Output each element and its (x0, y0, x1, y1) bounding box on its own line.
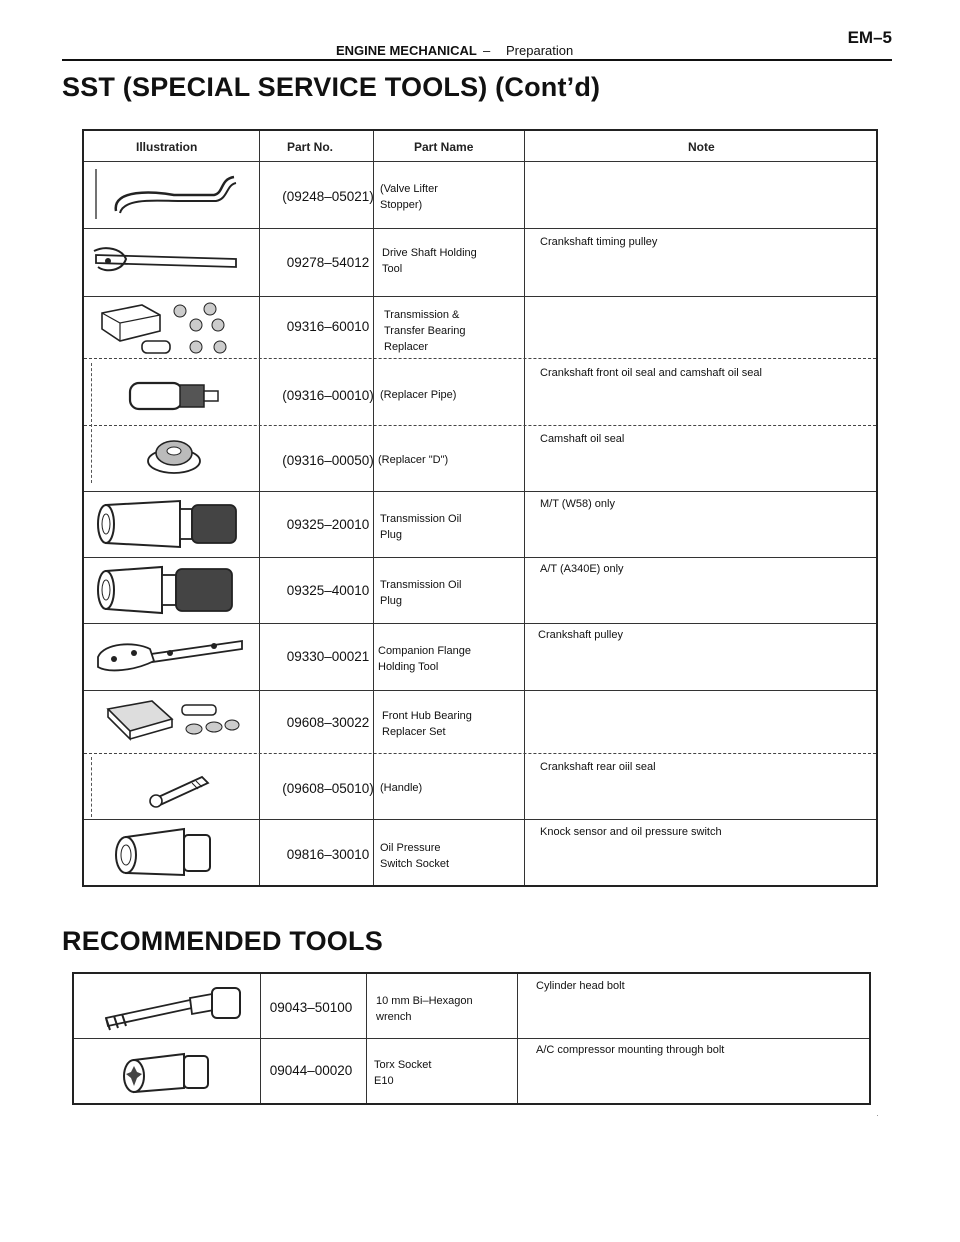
section-title: ENGINE MECHANICAL (336, 43, 477, 58)
header-rule (62, 59, 892, 61)
note: Crankshaft timing pulley (540, 236, 658, 248)
recommended-table (72, 972, 871, 1105)
part-no: 09325–40010 (286, 583, 370, 598)
part-no: (09316–00010) (282, 388, 374, 403)
sst-heading: SST (SPECIAL SERVICE TOOLS) (Cont’d) (62, 72, 601, 102)
part-name: Companion Flange Holding Tool (378, 645, 471, 673)
part-no: 09330–00021 (286, 649, 370, 664)
part-no: (09608–05010) (282, 781, 374, 796)
note: M/T (W58) only (540, 498, 615, 510)
companion-flange-holding-tool-icon (94, 631, 244, 681)
col-part-no: Part No. (287, 140, 334, 154)
note: Crankshaft rear oiil seal (540, 761, 656, 773)
part-no: 09043–50100 (269, 1000, 353, 1015)
part-name: Transmission Oil Plug (380, 579, 462, 607)
torx-socket-icon (118, 1046, 218, 1098)
note: Camshaft oil seal (540, 433, 625, 445)
part-name: Front Hub Bearing Replacer Set (382, 710, 472, 738)
valve-lifter-stopper-icon (94, 167, 244, 223)
sst-table (82, 129, 878, 887)
note: Crankshaft pulley (538, 629, 623, 641)
note: Crankshaft front oil seal and camshaft oil seal (540, 367, 762, 379)
part-no: 09316–60010 (286, 319, 370, 334)
part-no: (09248–05021) (282, 189, 374, 204)
note: A/C compressor mounting through bolt (536, 1044, 725, 1056)
replacer-pipe-icon (124, 377, 234, 417)
drive-shaft-holding-tool-icon (90, 241, 240, 281)
subsection-title: Preparation (506, 43, 574, 58)
col-part-name: Part Name (414, 140, 474, 154)
part-no: 09325–20010 (286, 517, 370, 532)
page-number: EM–5 (847, 28, 892, 47)
part-name: (Replacer Pipe) (380, 389, 457, 401)
part-name: Oil Pressure Switch Socket (380, 842, 450, 870)
part-no: 09608–30022 (286, 715, 370, 730)
part-name: Transmission Oil Plug (380, 513, 462, 541)
part-no: (09316–00050) (282, 453, 374, 468)
part-no: 09278–54012 (286, 255, 370, 270)
oil-pressure-switch-socket-icon (110, 825, 220, 881)
recommended-heading: RECOMMENDED TOOLS (62, 926, 383, 956)
header-dash: – (483, 43, 491, 58)
col-illustration: Illustration (136, 140, 198, 154)
part-no: 09044–00020 (269, 1063, 353, 1078)
note: A/T (A340E) only (540, 563, 624, 575)
part-name: Drive Shaft Holding Tool (382, 247, 477, 275)
note: Cylinder head bolt (536, 980, 625, 992)
part-name: Transmission & Transfer Bearing Replacer (384, 309, 466, 353)
replacer-d-icon (142, 435, 212, 477)
transmission-oil-plug-icon (92, 563, 242, 619)
part-name: 10 mm Bi–Hexagon wrench (376, 995, 473, 1023)
part-no: 09816–30010 (286, 847, 370, 862)
bi-hexagon-wrench-icon (102, 984, 252, 1034)
bearing-replacer-set-icon (98, 301, 248, 357)
col-note: Note (688, 140, 715, 154)
transmission-oil-plug-icon (92, 497, 242, 553)
hub-bearing-replacer-set-icon (104, 697, 244, 747)
handle-icon (144, 769, 224, 809)
note: Knock sensor and oil pressure switch (540, 826, 722, 838)
part-name: Torx Socket E10 (374, 1059, 432, 1087)
part-name: (Replacer "D") (378, 454, 449, 466)
part-name: (Valve Lifter Stopper) (380, 183, 438, 211)
part-name: (Handle) (380, 782, 423, 794)
